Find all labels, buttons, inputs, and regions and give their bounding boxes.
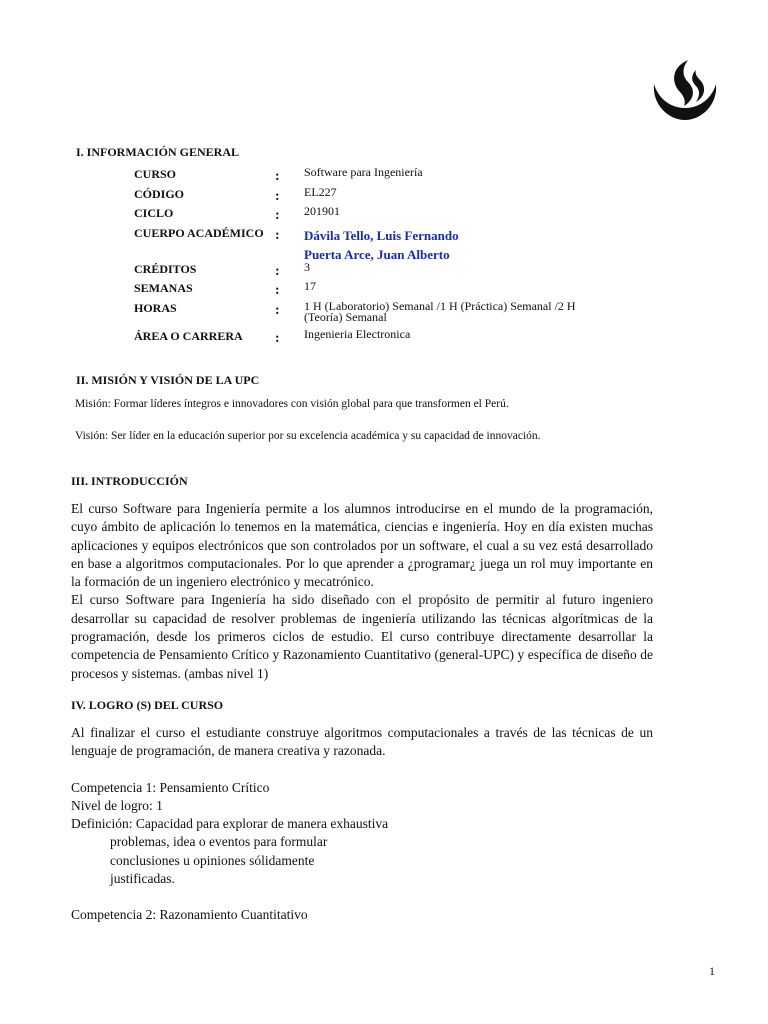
intro-paragraph-1: El curso Software para Ingeniería permite a los alumnos introducirse en el mundo de la programación, cuyo ámbito de aplicación lo tenemos en la matemática, ciencias e ingeniería. Hoy en día existen muchas aplicaciones y equipos electrónicos que son controlados por un software, el cual a su vez está desarrollado en base a algoritmos computacionales. Por lo que aprender a ¿programar¿ juega un rol muy importante en la formación de un ingeniero electrónico y mecatrónico. bbox=[71, 501, 653, 590]
info-label: SEMANAS bbox=[134, 281, 193, 295]
info-colon: : bbox=[275, 188, 280, 204]
info-row-curso bbox=[134, 167, 604, 187]
info-label: CICLO bbox=[134, 206, 174, 220]
info-colon: : bbox=[275, 283, 280, 298]
info-row-ciclo bbox=[134, 206, 604, 226]
info-row-codigo bbox=[134, 184, 604, 207]
info-label: ÁREA O CARRERA bbox=[134, 328, 243, 343]
info-row-area bbox=[134, 326, 604, 349]
info-label: CÓDIGO bbox=[134, 186, 185, 201]
info-colon: : bbox=[275, 208, 280, 223]
info-colon: : bbox=[275, 330, 280, 346]
logro-paragraph: Al finalizar el curso el estudiante construye algoritmos computacionales a través de las técnicas de un lenguaje de programación, de manera creativa y razonada. bbox=[71, 725, 653, 759]
info-label: CRÉDITOS bbox=[134, 261, 197, 276]
vision-text: Visión: Ser líder en la educación superior por su excelencia académica y su capacidad de innovación. bbox=[75, 430, 541, 442]
info-colon: : bbox=[275, 169, 280, 184]
info-row-semanas bbox=[134, 281, 604, 301]
faculty-name: Puerta Arce, Juan Alberto bbox=[304, 246, 450, 262]
info-value: Ingenieria Electronica bbox=[304, 326, 411, 341]
info-colon: : bbox=[275, 263, 280, 279]
definicion-line-3: conclusiones u opiniones sólidamente bbox=[110, 853, 315, 868]
definicion-line-1: Definición: Capacidad para explorar de manera exhaustiva bbox=[71, 816, 389, 831]
info-colon: : bbox=[275, 227, 280, 243]
info-label: CUERPO ACADÉMICO bbox=[134, 225, 264, 240]
competencia-1: Competencia 1: Pensamiento Crítico bbox=[71, 780, 270, 795]
competencia-2: Competencia 2: Razonamiento Cuantitativo bbox=[71, 907, 308, 922]
definicion-line-2: problemas, idea o eventos para formular bbox=[110, 834, 328, 849]
nivel-logro: Nivel de logro: 1 bbox=[71, 798, 163, 813]
info-row-horas bbox=[134, 298, 604, 329]
faculty-name: Dávila Tello, Luis Fernando bbox=[304, 227, 459, 243]
info-value: Software para Ingeniería bbox=[304, 165, 423, 179]
mision-text: Misión: Formar líderes íntegros e innovadores con visión global para que transformen el Perú. bbox=[75, 398, 509, 410]
info-row-cuerpo-academico bbox=[134, 226, 604, 262]
info-value: 1 H (Laboratorio) Semanal /1 H (Práctica) Semanal /2 H (Teoría) Semanal bbox=[304, 298, 576, 324]
definicion-line-4: justificadas. bbox=[110, 871, 175, 886]
upc-logo-icon bbox=[650, 58, 720, 122]
info-value: 17 bbox=[304, 279, 316, 293]
info-label: CURSO bbox=[134, 167, 177, 181]
info-value: 201901 bbox=[304, 204, 340, 218]
info-row-creditos bbox=[134, 259, 604, 282]
info-label: HORAS bbox=[134, 300, 177, 315]
section-title-introduccion: III. INTRODUCCIÓN bbox=[71, 474, 188, 488]
info-value-faculty bbox=[304, 226, 594, 264]
section-title-informacion-general: I. INFORMACIÓN GENERAL bbox=[76, 145, 240, 159]
intro-body bbox=[71, 500, 653, 683]
info-colon: : bbox=[275, 302, 280, 318]
intro-paragraph-2: El curso Software para Ingeniería ha sido diseñado con el propósito de permitir al futuro ingeniero desarrollar su capacidad de resolver problemas de ingeniería utilizando las técnicas algorítmicas de la programación, desde los primeros ciclos de estudio. El curso contribuye directamente desarrollar la competencia de Pensamiento Crítico y Razonamiento Cuantitativo (general-UPC) y específica de diseño de procesos y sistemas. (ambas nivel 1) bbox=[71, 592, 653, 681]
info-value: EL227 bbox=[304, 184, 337, 199]
section-title-mision-vision: II. MISIÓN Y VISIÓN DE LA UPC bbox=[76, 373, 260, 387]
info-value: 3 bbox=[304, 259, 310, 274]
page-number: 1 bbox=[709, 964, 715, 978]
section-title-logro: IV. LOGRO (S) DEL CURSO bbox=[71, 698, 224, 712]
course-info-table bbox=[134, 167, 604, 348]
